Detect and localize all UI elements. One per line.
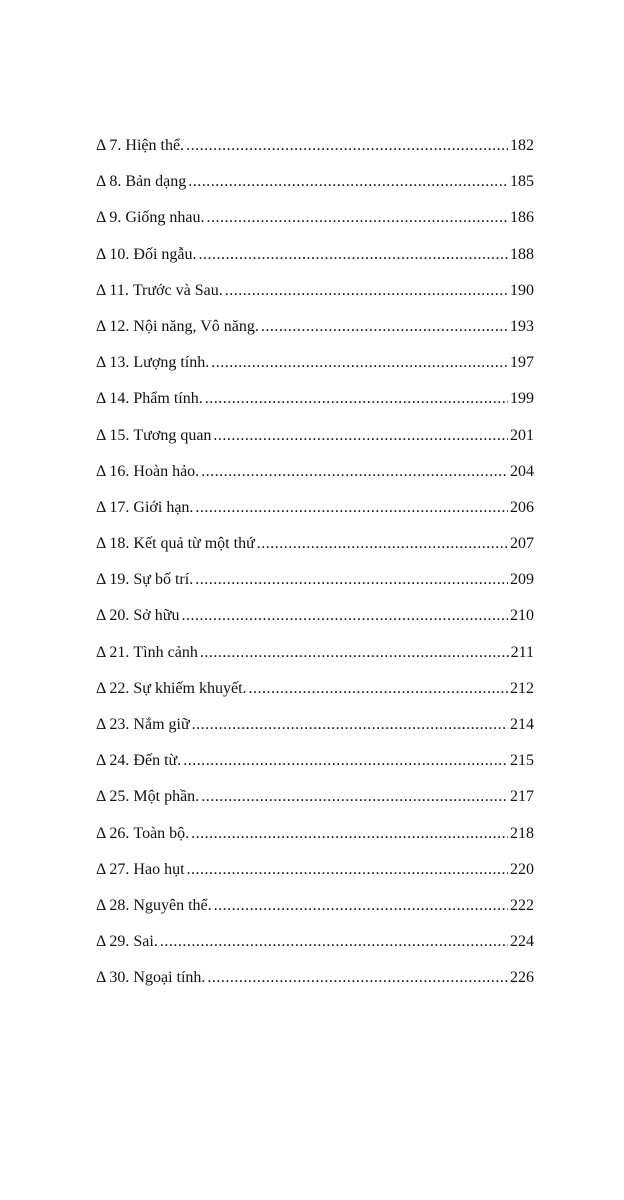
toc-entry-title: Δ 24. Đến từ.: [96, 752, 182, 770]
toc-entry-title: Δ 30. Ngoại tính.: [96, 969, 206, 987]
toc-entry-page: 182: [510, 137, 534, 154]
toc-entry-title: Δ 14. Phẩm tính.: [96, 390, 203, 408]
toc-entry: [96, 852, 534, 888]
toc-dot-leader: [191, 816, 508, 852]
toc-entry-title: Δ 18. Kết quả từ một thứ: [96, 535, 255, 553]
toc-entry-title: Δ 26. Toàn bộ.: [96, 824, 190, 842]
toc-entry-page: 226: [510, 969, 534, 987]
toc-entry-page: 193: [510, 317, 534, 335]
toc-entry-page: 210: [510, 607, 534, 625]
toc-entry: [96, 164, 534, 200]
toc-dot-leader: [192, 707, 508, 743]
toc-entry-title: Δ 27. Hao hụt: [96, 860, 185, 878]
toc-entry: [96, 345, 534, 381]
toc-entry: [96, 273, 534, 309]
toc-dot-leader: [225, 273, 508, 309]
toc-entry-page: 204: [510, 462, 534, 480]
toc-entry-title: Δ 16. Hoàn hảo.: [96, 462, 200, 480]
toc-entry: [96, 562, 534, 598]
toc-entry-page: 207: [510, 535, 534, 553]
toc-entry-title: Δ 15. Tương quan: [96, 426, 212, 444]
toc-dot-leader: [249, 671, 508, 707]
toc-entry: [96, 237, 534, 273]
toc-entry-page: 214: [510, 716, 534, 733]
toc-entry-title: Δ 23. Nắm giữ: [96, 716, 190, 733]
toc-dot-leader: [188, 164, 508, 200]
toc-entry-page: 211: [510, 643, 534, 661]
toc-entry-title: Δ 12. Nội năng, Vô năng.: [96, 317, 259, 335]
toc-entry-title: Δ 9. Giống nhau.: [96, 209, 205, 227]
toc-dot-leader: [199, 237, 508, 273]
toc-entry-title: Δ 11. Trước và Sau.: [96, 281, 223, 299]
toc-entry: [96, 381, 534, 417]
toc-entry-page: 206: [510, 498, 534, 516]
toc-dot-leader: [213, 418, 508, 454]
toc-entry: [96, 816, 534, 852]
toc-dot-leader: [160, 924, 508, 960]
toc-entry-title: Δ 20. Sở hữu: [96, 607, 180, 625]
toc-dot-leader: [183, 743, 508, 779]
toc-dot-leader: [211, 345, 508, 381]
toc-dot-leader: [207, 200, 508, 236]
toc-entry-page: 215: [510, 752, 534, 770]
toc-dot-leader: [200, 635, 509, 671]
toc-dot-leader: [187, 852, 508, 888]
toc-entry-title: Δ 22. Sự khiếm khuyết.: [96, 679, 247, 697]
toc-entry-title: Δ 10. Đối ngẫu.: [96, 245, 197, 263]
toc-entry: [96, 309, 534, 345]
toc-entry-title: Δ 7. Hiện thể.: [96, 137, 185, 154]
toc-entry-page: 199: [510, 390, 534, 408]
toc-dot-leader: [207, 960, 508, 996]
toc-entry-title: Δ 17. Giới hạn.: [96, 498, 194, 516]
toc-entry: [96, 598, 534, 634]
toc-dot-leader: [205, 381, 508, 417]
toc-entry-page: 217: [510, 788, 534, 806]
toc-dot-leader: [195, 490, 508, 526]
toc-entry-title: Δ 28. Nguyên thể.: [96, 896, 212, 914]
toc-entry: [96, 743, 534, 779]
toc-entry-title: Δ 13. Lượng tính.: [96, 354, 210, 372]
toc-entry-page: 188: [510, 245, 534, 263]
toc-dot-leader: [201, 779, 508, 815]
toc-entry-page: 201: [510, 426, 534, 444]
toc-entry-page: 220: [510, 860, 534, 878]
toc-dot-leader: [261, 309, 508, 345]
toc-entry-title: Δ 21. Tình cảnh: [96, 643, 198, 661]
toc-entry: [96, 779, 534, 815]
table-of-contents: [96, 128, 534, 997]
toc-entry-title: Δ 19. Sự bố trí.: [96, 571, 194, 589]
toc-entry-page: 218: [510, 824, 534, 842]
toc-dot-leader: [181, 598, 508, 634]
toc-entry: [96, 888, 534, 924]
toc-entry: [96, 960, 534, 996]
toc-dot-leader: [201, 454, 508, 490]
toc-dot-leader: [214, 888, 508, 924]
toc-entry: [96, 707, 534, 743]
toc-entry-page: 185: [510, 173, 534, 191]
toc-entry: [96, 924, 534, 960]
toc-entry: [96, 200, 534, 236]
toc-entry: [96, 454, 534, 490]
toc-entry: [96, 671, 534, 707]
toc-entry-title: Δ 8. Bản dạng: [96, 173, 187, 191]
toc-entry-page: 212: [510, 679, 534, 697]
toc-entry-page: 186: [510, 209, 534, 227]
toc-entry: [96, 490, 534, 526]
toc-dot-leader: [257, 526, 508, 562]
toc-entry-title: Δ 25. Một phần.: [96, 788, 200, 806]
toc-entry-page: 222: [510, 896, 534, 914]
toc-dot-leader: [195, 562, 508, 598]
toc-entry: [96, 128, 534, 164]
toc-entry-page: 197: [510, 354, 534, 372]
toc-entry-page: 190: [510, 281, 534, 299]
toc-entry: [96, 526, 534, 562]
toc-entry: [96, 418, 534, 454]
toc-entry-title: Δ 29. Sai.: [96, 933, 158, 951]
toc-entry-page: 224: [510, 933, 534, 951]
toc-dot-leader: [186, 128, 508, 164]
toc-entry-page: 209: [510, 571, 534, 589]
toc-entry: [96, 635, 534, 671]
